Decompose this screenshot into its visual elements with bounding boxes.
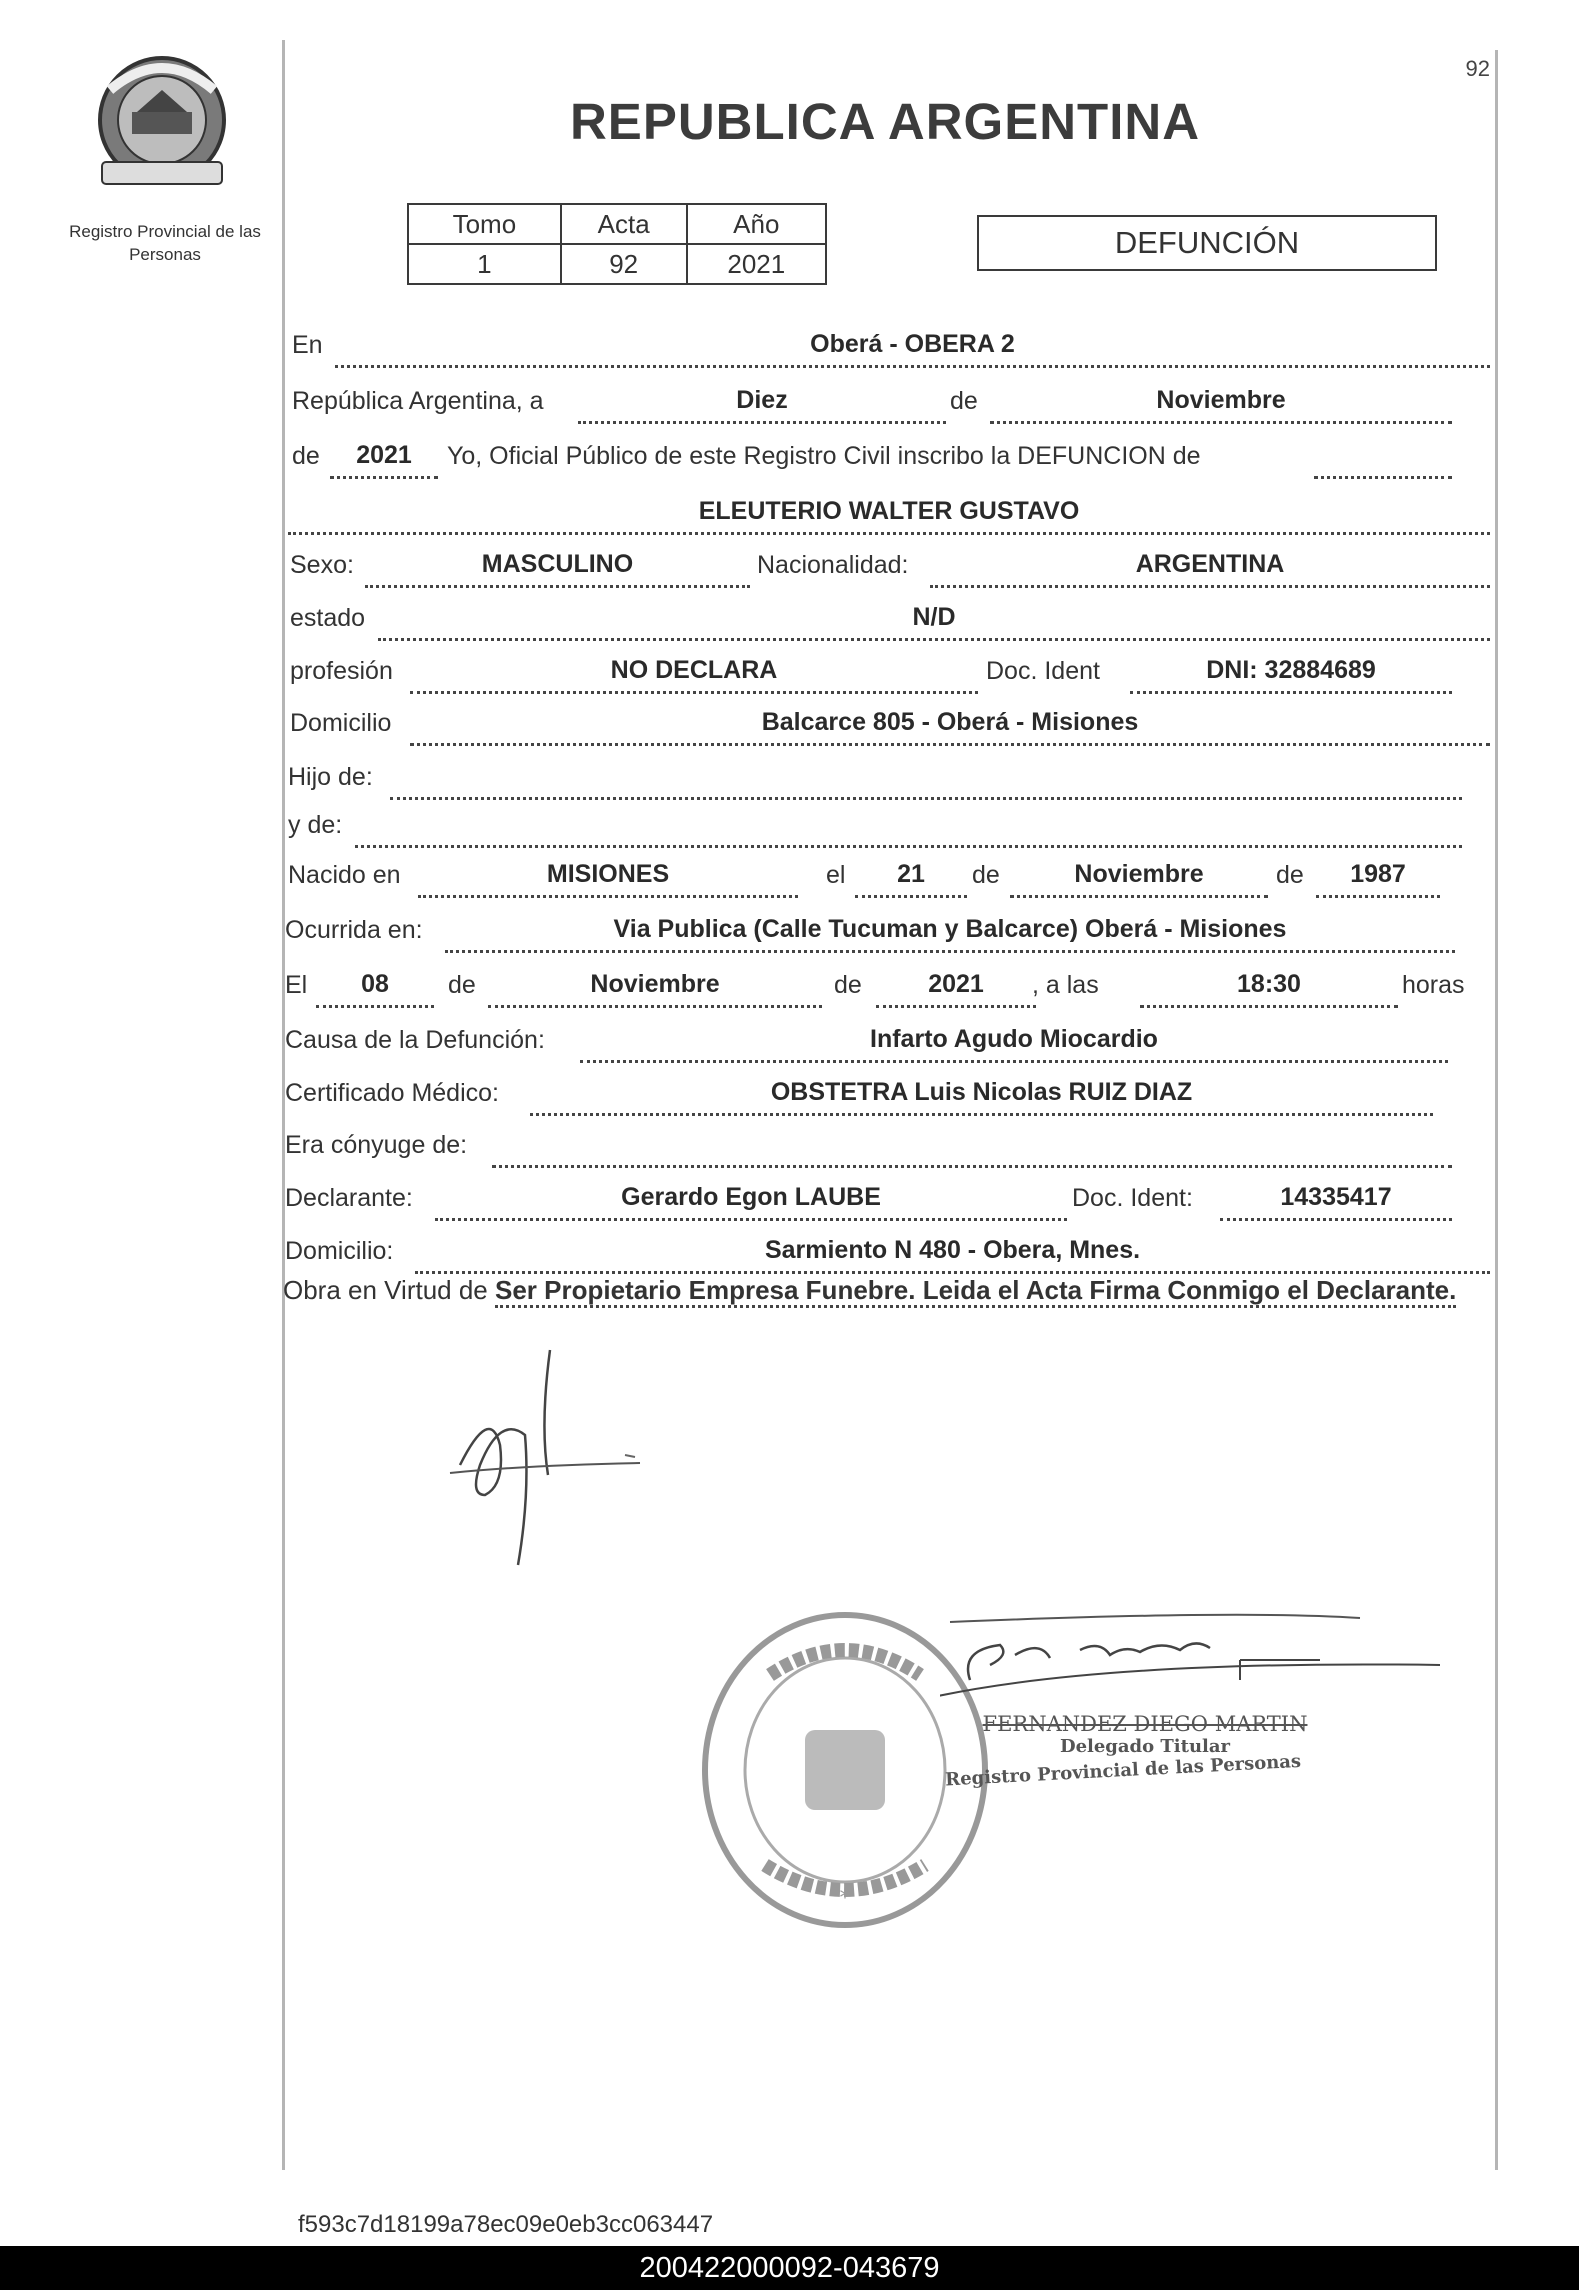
y-de-field	[355, 807, 1462, 848]
row-hijo-de	[0, 762, 1579, 800]
def-mes-field	[488, 967, 822, 1008]
republica-label: República Argentina, a	[292, 387, 544, 415]
a-las-label: , a las	[1032, 971, 1099, 999]
anio-value: 2021	[356, 441, 412, 469]
row-fallecido	[0, 497, 1579, 535]
row-y-de	[0, 810, 1579, 848]
lugar-value: Oberá - OBERA 2	[810, 330, 1015, 358]
barcode-id-bar: 200422000092-043679	[0, 2246, 1579, 2290]
declarante-field	[435, 1180, 1067, 1221]
conyuge-label: Era cónyuge de:	[285, 1131, 468, 1159]
province-seal-logo	[92, 50, 232, 190]
official-role: Delegado Titular	[1059, 1736, 1231, 1757]
record-type-box: DEFUNCIÓN	[977, 215, 1437, 271]
nac-mes-field	[1010, 857, 1268, 898]
nacionalidad-value: ARGENTINA	[1135, 550, 1285, 578]
hijo-de-label: Hijo de:	[288, 763, 373, 791]
def-dia-field	[316, 967, 434, 1008]
dia-field	[578, 383, 946, 424]
domicilio-label: Domicilio	[290, 709, 392, 737]
el-upper-label: El	[285, 971, 308, 999]
domicilio-value: Balcarce 805 - Oberá - Misiones	[761, 708, 1139, 736]
official-office: Registro Provincial de las Personas	[944, 1750, 1302, 1791]
row-domicilio	[0, 708, 1579, 746]
nac-de-label: de	[972, 861, 1000, 889]
oficial-label: Yo, Oficial Público de este Registro Civil inscribo la DEFUNCION de	[447, 442, 1201, 470]
nac-anio-field	[1316, 857, 1440, 898]
row-domicilio-declarante	[0, 1236, 1579, 1274]
fallecido-field	[288, 494, 1490, 535]
sexo-value: MASCULINO	[481, 550, 634, 578]
ocurrida-label: Ocurrida en:	[285, 916, 423, 944]
anio-header: Año	[687, 204, 826, 244]
document-hash: f593c7d18199a78ec09e0eb3cc063447	[298, 2211, 714, 2238]
oficial-blank-field	[1314, 438, 1452, 479]
doc-ident2-label: Doc. Ident:	[1072, 1184, 1193, 1212]
nac-dia-field	[855, 857, 967, 898]
office-name: Registro Provincial de las Personas	[69, 222, 261, 264]
declarante-value: Gerardo Egon LAUBE	[621, 1183, 881, 1211]
nac-de2-label: de	[1276, 861, 1304, 889]
anio-value: 2021	[687, 244, 826, 284]
sexo-label: Sexo:	[290, 551, 354, 579]
documento-value: DNI: 32884689	[1206, 656, 1376, 684]
svg-text:*: *	[839, 1886, 851, 1911]
profesion-field	[410, 653, 978, 694]
sexo-field	[365, 547, 750, 588]
estado-label: estado	[290, 604, 366, 632]
profesion-value: NO DECLARA	[610, 656, 778, 684]
official-name: FERNANDEZ DIEGO MARTIN	[982, 1712, 1308, 1736]
lugar-field	[335, 327, 1490, 368]
row-causa	[0, 1025, 1579, 1063]
row-certificado	[0, 1078, 1579, 1116]
declarante-doc-value: 14335417	[1280, 1183, 1392, 1211]
anio-field	[330, 438, 438, 479]
domicilio-field	[410, 705, 1490, 746]
fallecido-value: ELEUTERIO WALTER GUSTAVO	[698, 497, 1080, 525]
documento-field	[1130, 653, 1452, 694]
nac-mes-value: Noviembre	[1074, 860, 1204, 888]
row-fecha-defuncion	[0, 970, 1579, 1008]
record-reference-table	[407, 203, 827, 285]
row-nacido	[0, 860, 1579, 898]
nacido-en-field	[418, 857, 798, 898]
row-lugar	[0, 330, 1579, 368]
row-sexo	[0, 550, 1579, 588]
estado-value: N/D	[912, 603, 956, 631]
causa-value: Infarto Agudo Miocardio	[870, 1025, 1158, 1053]
page-title: REPUBLICA ARGENTINA	[569, 93, 1201, 150]
row-ocurrida	[0, 915, 1579, 953]
def-dia-value: 08	[361, 970, 389, 998]
domicilio2-label: Domicilio:	[285, 1237, 394, 1265]
causa-field	[580, 1022, 1448, 1063]
row-conyuge	[0, 1130, 1579, 1168]
nacido-en-value: MISIONES	[546, 860, 670, 888]
doc-ident-label: Doc. Ident	[986, 657, 1100, 685]
declarante-domicilio-value: Sarmiento N 480 - Obera, Mnes.	[764, 1236, 1141, 1264]
certificado-value: OBSTETRA Luis Nicolas RUIZ DIAZ	[770, 1078, 1193, 1106]
acta-value: 92	[561, 244, 687, 284]
ocurrida-value: Via Publica (Calle Tucuman y Balcarce) Oberá - Misiones	[613, 915, 1287, 943]
obra-label: Obra en Virtud de	[283, 1275, 488, 1305]
hora-value: 18:30	[1237, 970, 1301, 998]
horas-label: horas	[1402, 971, 1465, 999]
page-number: 92	[1465, 56, 1490, 81]
def-mes-value: Noviembre	[590, 970, 720, 998]
nacionalidad-label: Nacionalidad:	[757, 551, 909, 579]
de-year-label: de	[292, 442, 320, 470]
row-profesion	[0, 656, 1579, 694]
hora-field	[1140, 967, 1398, 1008]
declarante-doc-field	[1220, 1180, 1452, 1221]
declarant-signature	[430, 1345, 670, 1575]
row-oficial	[0, 441, 1579, 479]
declarante-label: Declarante:	[285, 1184, 413, 1212]
certificado-field	[530, 1075, 1433, 1116]
def-de2-label: de	[834, 971, 862, 999]
causa-label: Causa de la Defunción:	[285, 1026, 545, 1054]
y-de-label: y de:	[288, 811, 343, 839]
dia-value: Diez	[736, 386, 788, 414]
conyuge-field	[492, 1127, 1452, 1168]
declarante-domicilio-field	[415, 1233, 1490, 1274]
row-declarante	[0, 1183, 1579, 1221]
acta-header: Acta	[561, 204, 687, 244]
mes-field	[990, 383, 1452, 424]
estado-field	[378, 600, 1490, 641]
row-fecha	[0, 386, 1579, 424]
en-label: En	[292, 331, 323, 359]
tomo-value: 1	[408, 244, 561, 284]
nac-dia-value: 21	[897, 860, 925, 888]
profesion-label: profesión	[290, 657, 393, 685]
nacido-en-label: Nacido en	[288, 861, 401, 889]
tomo-header: Tomo	[408, 204, 561, 244]
official-signature	[940, 1610, 1440, 1700]
official-block	[944, 1712, 1345, 1791]
certificado-label: Certificado Médico:	[285, 1079, 499, 1107]
def-anio-value: 2021	[928, 970, 984, 998]
el-label: el	[826, 861, 846, 889]
nacionalidad-field	[930, 547, 1490, 588]
obra-value: Ser Propietario Empresa Funebre. Leida el Acta Firma Conmigo el Declarante.	[495, 1275, 1456, 1308]
ocurrida-field	[445, 912, 1455, 953]
de-label: de	[950, 387, 978, 415]
obra-en-virtud	[283, 1272, 1483, 1308]
def-de-label: de	[448, 971, 476, 999]
def-anio-field	[876, 967, 1036, 1008]
mes-value: Noviembre	[1156, 386, 1286, 414]
hijo-de-field	[390, 759, 1462, 800]
nac-anio-value: 1987	[1350, 860, 1406, 888]
row-estado	[0, 603, 1579, 641]
